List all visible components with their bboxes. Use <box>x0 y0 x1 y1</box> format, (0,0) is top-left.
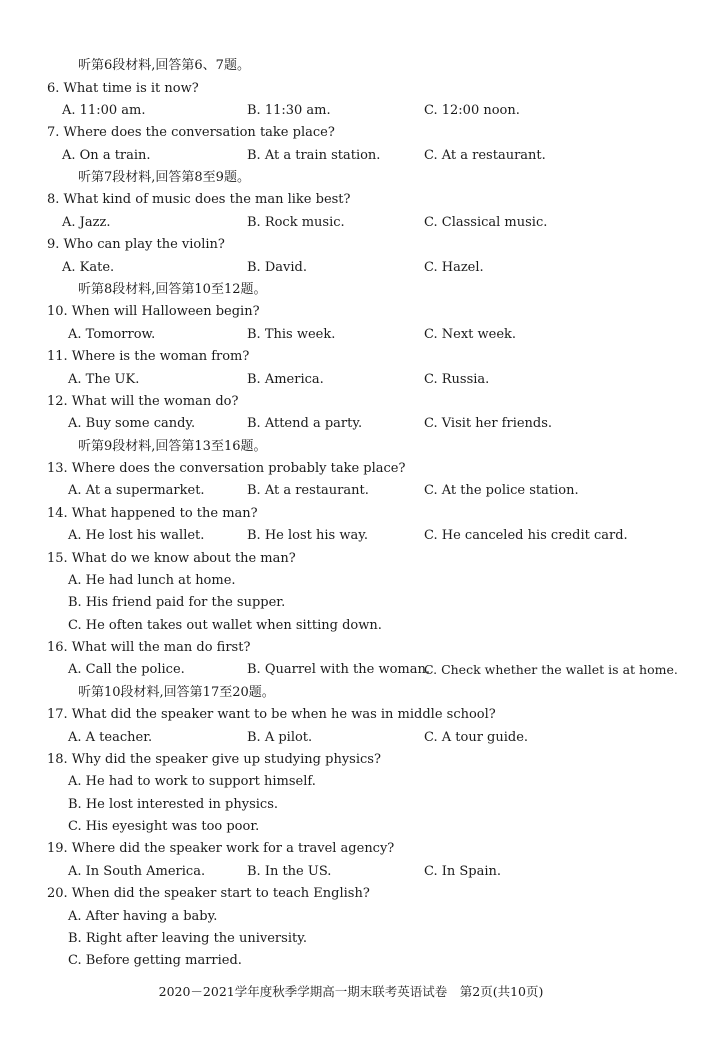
question-6-option-b: B. 11:30 am. <box>247 103 331 118</box>
question-stem <box>0 78 702 100</box>
question-14-option-a: A. He lost his wallet. <box>68 528 205 543</box>
question-6-option-a: A. 11:00 am. <box>62 103 146 118</box>
option-row <box>0 592 702 614</box>
question-stem <box>0 189 702 211</box>
question-19-option-c: C. In Spain. <box>424 864 502 879</box>
question-13-option-a: A. At a supermarket. <box>68 483 205 498</box>
question-stem <box>0 503 702 525</box>
question-17-option-a: A. A teacher. <box>68 730 153 745</box>
question-11-stem: 11. Where is the woman from? <box>47 349 250 364</box>
question-stem <box>0 637 702 659</box>
section-heading-text: 听第8段材料,回答第10至12题。 <box>78 282 267 297</box>
question-stem <box>0 704 702 726</box>
question-11-option-a: A. The UK. <box>68 372 140 387</box>
question-11-option-c: C. Russia. <box>424 372 490 387</box>
question-13-option-b: B. At a restaurant. <box>247 483 369 498</box>
option-row <box>0 615 702 637</box>
question-9-option-a: A. Kate. <box>62 260 115 275</box>
section-heading <box>0 279 702 301</box>
question-8-option-b: B. Rock music. <box>247 215 345 230</box>
section-heading-text: 听第7段材料,回答第8至9题。 <box>78 170 250 185</box>
question-16-option-a: A. Call the police. <box>68 662 185 677</box>
question-16-option-b: B. Quarrel with the woman. <box>247 662 430 677</box>
question-7-option-a: A. On a train. <box>62 148 151 163</box>
question-17-option-b: B. A pilot. <box>247 730 313 745</box>
question-stem <box>0 301 702 323</box>
question-12-option-c: C. Visit her friends. <box>424 416 553 431</box>
option-row <box>0 928 702 950</box>
option-row <box>0 212 702 234</box>
question-9-stem: 9. Who can play the violin? <box>47 237 225 252</box>
section-heading-text: 听第10段材料,回答第17至20题。 <box>78 685 275 700</box>
option-row <box>0 525 702 547</box>
question-18-option-b: B. He lost interested in physics. <box>68 797 279 812</box>
question-stem <box>0 234 702 256</box>
question-12-option-a: A. Buy some candy. <box>68 416 196 431</box>
question-20-stem: 20. When did the speaker start to teach English? <box>47 886 370 901</box>
question-10-option-c: C. Next week. <box>424 327 517 342</box>
question-14-stem: 14. What happened to the man? <box>47 506 258 521</box>
question-8-stem: 8. What kind of music does the man like best? <box>47 192 351 207</box>
question-stem <box>0 883 702 905</box>
question-8-option-a: A. Jazz. <box>62 215 111 230</box>
question-15-option-a: A. He had lunch at home. <box>68 573 236 588</box>
question-20-option-c: C. Before getting married. <box>68 953 242 968</box>
option-row <box>0 324 702 346</box>
question-19-option-b: B. In the US. <box>247 864 332 879</box>
question-8-option-c: C. Classical music. <box>424 215 548 230</box>
question-19-stem: 19. Where did the speaker work for a travel agency? <box>47 841 395 856</box>
option-row <box>0 816 702 838</box>
question-stem <box>0 838 702 860</box>
question-7-option-b: B. At a train station. <box>247 148 381 163</box>
option-row <box>0 369 702 391</box>
question-12-option-b: B. Attend a party. <box>247 416 363 431</box>
question-6-stem: 6. What time is it now? <box>47 81 199 96</box>
option-row <box>0 950 702 972</box>
question-stem <box>0 749 702 771</box>
question-12-stem: 12. What will the woman do? <box>47 394 239 409</box>
question-6-option-c: C. 12:00 noon. <box>424 103 520 118</box>
question-10-option-b: B. This week. <box>247 327 336 342</box>
question-10-stem: 10. When will Halloween begin? <box>47 304 260 319</box>
question-19-option-a: A. In South America. <box>68 864 206 879</box>
option-row <box>0 413 702 435</box>
question-7-option-c: C. At a restaurant. <box>424 148 546 163</box>
option-row <box>0 906 702 928</box>
question-20-option-b: B. Right after leaving the university. <box>68 931 307 946</box>
option-row <box>0 861 702 883</box>
question-9-option-c: C. Hazel. <box>424 260 484 275</box>
question-14-option-b: B. He lost his way. <box>247 528 368 543</box>
option-row <box>0 794 702 816</box>
option-row <box>0 570 702 592</box>
question-stem <box>0 548 702 570</box>
section-heading-text: 听第6段材料,回答第6、7题。 <box>78 58 250 73</box>
question-16-stem: 16. What will the man do first? <box>47 640 251 655</box>
question-16-option-c: C. Check whether the wallet is at home. <box>424 662 678 677</box>
question-18-option-a: A. He had to work to support himself. <box>68 774 316 789</box>
question-9-option-b: B. David. <box>247 260 307 275</box>
question-14-option-c: C. He canceled his credit card. <box>424 528 628 543</box>
question-15-stem: 15. What do we know about the man? <box>47 551 296 566</box>
option-row <box>0 100 702 122</box>
question-17-stem: 17. What did the speaker want to be when he was in middle school? <box>47 707 496 722</box>
question-stem <box>0 122 702 144</box>
option-row <box>0 145 702 167</box>
question-stem <box>0 458 702 480</box>
page-footer: 2020－2021学年度秋季学期高一期末联考英语试卷 第2页(共10页) <box>158 984 544 999</box>
option-row <box>0 727 702 749</box>
question-stem <box>0 391 702 413</box>
question-13-stem: 13. Where does the conversation probably take place? <box>47 461 406 476</box>
question-18-stem: 18. Why did the speaker give up studying physics? <box>47 752 381 767</box>
question-18-option-c: C. His eyesight was too poor. <box>68 819 260 834</box>
question-15-option-c: C. He often takes out wallet when sitting down. <box>68 618 382 633</box>
question-17-option-c: C. A tour guide. <box>424 730 529 745</box>
section-heading <box>0 682 702 704</box>
option-row <box>0 659 702 681</box>
question-13-option-c: C. At the police station. <box>424 483 579 498</box>
question-7-stem: 7. Where does the conversation take place? <box>47 125 335 140</box>
section-heading-text: 听第9段材料,回答第13至16题。 <box>78 439 267 454</box>
question-10-option-a: A. Tomorrow. <box>68 327 156 342</box>
option-row <box>0 480 702 502</box>
question-11-option-b: B. America. <box>247 372 324 387</box>
question-stem <box>0 346 702 368</box>
section-heading <box>0 55 702 77</box>
section-heading <box>0 167 702 189</box>
section-heading <box>0 436 702 458</box>
option-row <box>0 257 702 279</box>
question-15-option-b: B. His friend paid for the supper. <box>68 595 286 610</box>
question-20-option-a: A. After having a baby. <box>68 909 218 924</box>
option-row <box>0 771 702 793</box>
